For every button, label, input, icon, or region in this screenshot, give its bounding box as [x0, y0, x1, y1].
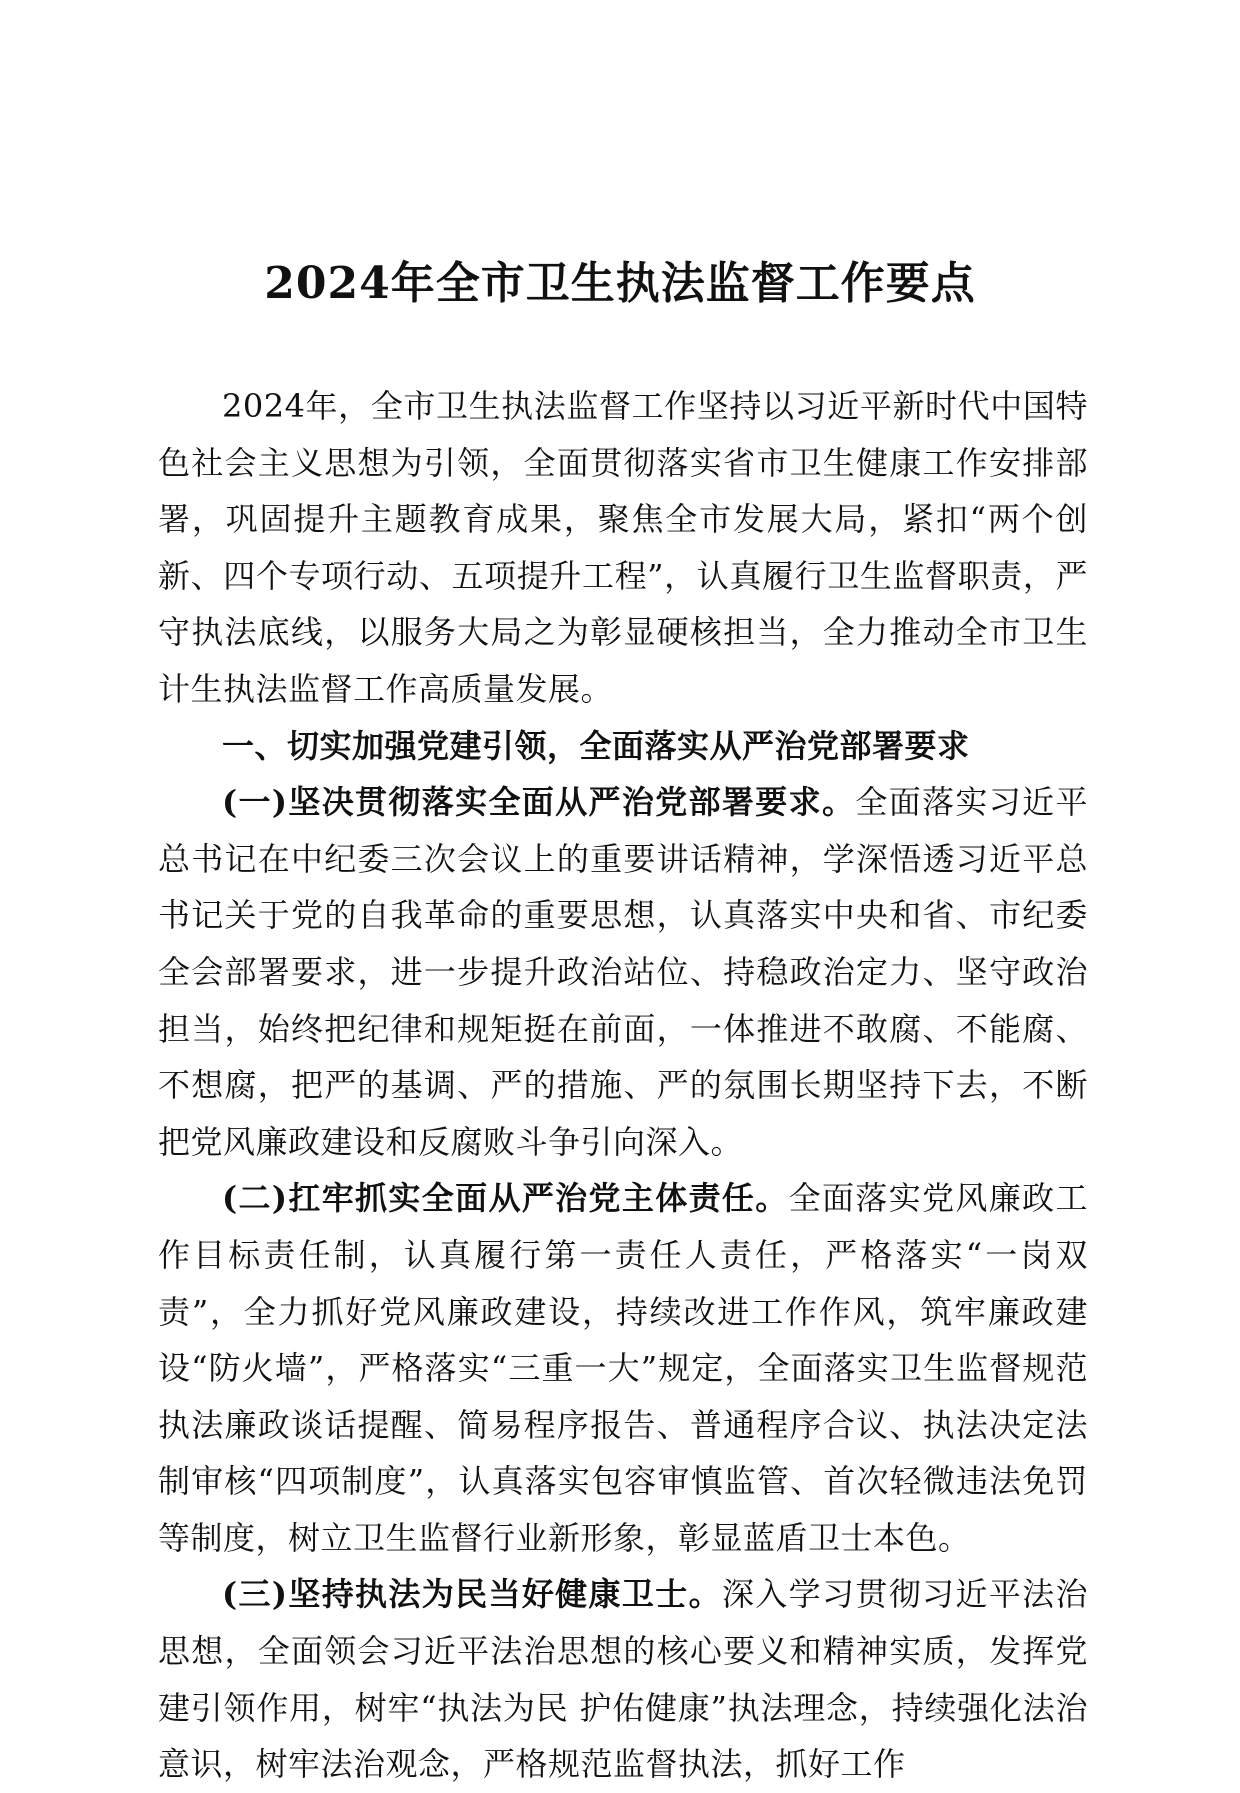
- section-heading: 一、切实加强党建引领，全面落实从严治党部署要求: [222, 726, 970, 765]
- item-lead: (二)扛牢抓实全面从严治党主体责任。: [222, 1179, 789, 1218]
- document-title: 2024年全市卫生执法监督工作要点: [264, 258, 976, 309]
- section-item-1: [158, 774, 1088, 1170]
- item-lead: (一)坚决贯彻落实全面从严治党部署要求。: [222, 783, 856, 822]
- section-item-2: [158, 1170, 1088, 1566]
- item-text: 深入学习贯彻习近平法治思想，全面领会习近平法治思想的核心要义和精神实质，发挥党建引领作用，树牢“执法为民 护佑健康”执法理念，持续强化法治意识，树牢法治观念，严格规范监督执法，抓好工作: [158, 1575, 1088, 1784]
- document-body: [158, 378, 1088, 1793]
- item-text: 全面落实习近平总书记在中纪委三次会议上的重要讲话精神，学深悟透习近平总书记关于党的自我革命的重要思想，认真落实中央和省、市纪委全会部署要求，进一步提升政治站位、持稳政治定力、坚守政治担当，始终把纪律和规矩挺在前面，一体推进不敢腐、不能腐、不想腐，把严的基调、严的措施、严的氛围长期坚持下去，不断把党风廉政建设和反腐败斗争引向深入。: [158, 783, 1088, 1161]
- section-item-3: [158, 1566, 1088, 1792]
- intro-paragraph: 2024年，全市卫生执法监督工作坚持以习近平新时代中国特色社会主义思想为引领，全面贯彻落实省市卫生健康工作安排部署，巩固提升主题教育成果，聚焦全市发展大局，紧扣“两个创新、四个专项行动、五项提升工程”，认真履行卫生监督职责，严守执法底线，以服务大局之为彰显硬核担当，全力推动全市卫生计生执法监督工作高质量发展。: [158, 387, 1088, 708]
- item-text: 全面落实党风廉政工作目标责任制，认真履行第一责任人责任，严格落实“一岗双责”，全力抓好党风廉政建设，持续改进工作作风，筑牢廉政建设“防火墙”，严格落实“三重一大”规定，全面落实卫生监督规范执法廉政谈话提醒、简易程序报告、普通程序合议、执法决定法制审核“四项制度”，认真落实包容审慎监管、首次轻微违法免罚等制度，树立卫生监督行业新形象，彰显蓝盾卫士本色。: [158, 1179, 1088, 1557]
- item-lead: (三)坚持执法为民当好健康卫士。: [222, 1575, 722, 1614]
